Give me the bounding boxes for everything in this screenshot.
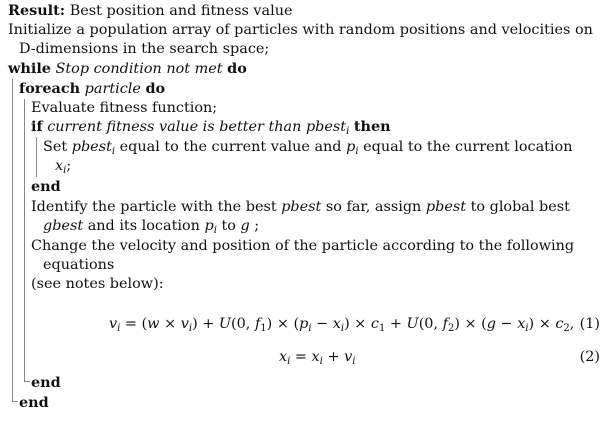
equation-1-term: U <box>406 316 419 332</box>
if-condition: current fitness value is better than pbest$_i$ <box>47 119 350 137</box>
while-keyword: while <box>8 60 51 77</box>
equation-2-lhs: $x_i$ <box>279 349 291 367</box>
while-condition: Stop condition not met <box>55 61 223 77</box>
equation-1-term: ) × ( <box>454 316 487 332</box>
equation-1-term: $v_i$ <box>180 316 193 334</box>
while-end: end <box>19 394 49 411</box>
equation-1-term: × <box>159 316 181 332</box>
equation-1-term: $p_i$ <box>299 316 312 334</box>
foreach-end: end <box>31 374 61 391</box>
while-block-rule <box>12 79 13 401</box>
if-keyword: if <box>31 118 43 135</box>
equation-1-term: $x_i$ <box>517 316 529 334</box>
equation-1-term: − <box>311 316 333 332</box>
equation-2 <box>279 348 355 366</box>
equation-1-term: (0, <box>231 316 255 332</box>
equation-1 <box>109 315 574 333</box>
foreach-rule-foot <box>24 381 30 382</box>
identify-line-1: Identify the particle with the best pbest so far, assign pbest to global best <box>31 199 570 215</box>
equation-1-lhs: $v_i$ <box>109 316 121 334</box>
result-text: Best position and fitness value <box>69 3 293 19</box>
result-line <box>8 2 293 20</box>
equation-1-term: , <box>569 316 575 332</box>
result-keyword: Result: <box>8 2 66 19</box>
change-line-1: Change the velocity and position of the particle according to the following <box>31 238 575 254</box>
equation-1-term: $x_i$ <box>332 316 345 334</box>
equation-1-number: (1) <box>579 316 600 332</box>
equation-1-term: U <box>218 316 232 332</box>
equation-2-term: $v_i$ <box>344 349 356 367</box>
foreach-keyword: foreach <box>19 80 81 97</box>
change-line-3: (see notes below): <box>31 276 164 292</box>
equation-1-term: $c_2$ <box>555 316 570 334</box>
if-line <box>31 118 391 136</box>
init-line-1: Initialize a population array of particles with random positions and velocities on <box>8 22 593 38</box>
while-rule-foot <box>12 401 18 402</box>
equation-2-term: $x_i$ <box>311 349 323 367</box>
equation-1-term: w <box>147 316 160 332</box>
equation-1-term: ) × ( <box>266 316 300 332</box>
equation-2-term: + <box>322 349 345 365</box>
if-then: then <box>353 118 391 135</box>
equation-2-term: = <box>290 349 312 365</box>
equation-1-term: + <box>385 316 407 332</box>
set-line-2: $x_i$; <box>55 158 72 176</box>
foreach-item: particle <box>84 81 141 97</box>
equation-1-term: ) + <box>192 316 219 332</box>
init-line-2: D-dimensions in the search space; <box>19 41 270 57</box>
set-line: Set pbest$_i$ equal to the current value and $p_i$ equal to the current location <box>43 139 573 157</box>
foreach-line <box>19 80 165 98</box>
equation-1-term: ) × <box>528 316 556 332</box>
if-block-rule <box>36 137 37 177</box>
equation-1-term: = ( <box>120 316 148 332</box>
evaluate-line: Evaluate fitness function; <box>31 100 218 116</box>
equation-1-term: ) × <box>344 316 371 332</box>
equation-1-term: (0, <box>418 316 443 332</box>
equation-1-term: $f_2$ <box>442 316 455 334</box>
equation-1-term: − <box>495 316 518 332</box>
equation-1-term: $f_1$ <box>254 316 267 334</box>
while-line <box>8 60 247 78</box>
foreach-do: do <box>145 80 166 97</box>
while-do: do <box>227 60 247 77</box>
change-line-2: equations <box>43 257 115 273</box>
equation-1-term: $c_1$ <box>370 316 386 334</box>
equation-1-term: g <box>486 316 496 332</box>
identify-line-2: gbest and its location $p_i$ to g ; <box>43 218 260 236</box>
if-end: end <box>31 178 61 195</box>
equation-2-number: (2) <box>579 349 600 365</box>
foreach-block-rule <box>24 99 25 381</box>
